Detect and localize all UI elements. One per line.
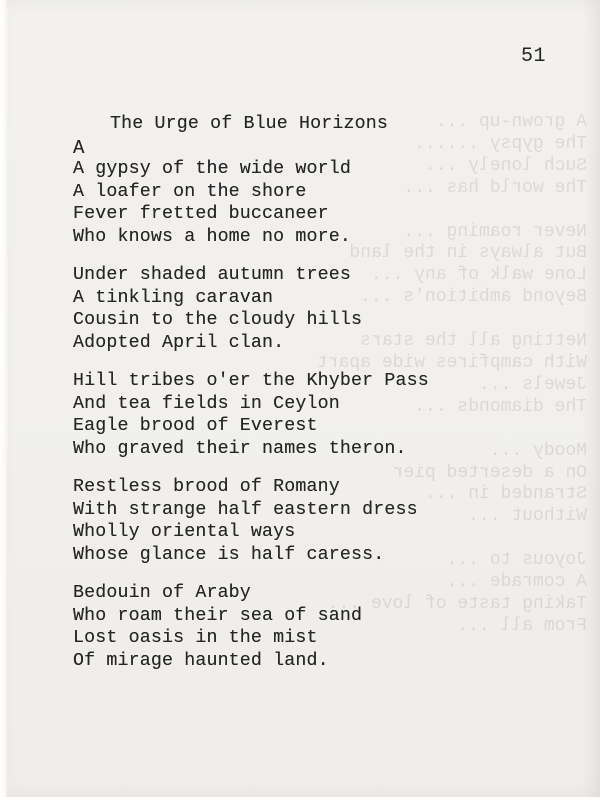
- poem-line: Bedouin of Araby: [73, 583, 251, 603]
- stanza-1: [73, 158, 503, 248]
- reverse-side-show-through: grown-up ... The gypsy ...... Such lonely ... The world has ... Never roaming ... But always in the land Lone walk of any ... Beyond ambition's ... Netting all the stars With campfires wide apart Jewels ... The diamonds ... Moody ... On a deserted pier Stranded in ... Without ... Joyous to ... comrade ... Taking taste of love ... From all ...: [316, 112, 587, 636]
- stanza-2: [73, 264, 503, 354]
- stanza-3: [73, 370, 503, 460]
- poem-line: Restless brood of Romany: [73, 477, 340, 497]
- poem-line: A tinkling caravan: [73, 287, 274, 308]
- poem-line: Who graved their names theron.: [73, 438, 407, 459]
- poem-line: Adopted April clan.: [73, 332, 285, 353]
- poem-title: The Urge of Blue Horizons: [110, 114, 389, 134]
- poem-line: Under shaded autumn trees: [73, 265, 352, 285]
- poem-line: Of mirage haunted land.: [73, 650, 329, 671]
- poem-line: Fever fretted buccaneer: [73, 204, 329, 224]
- poem-line: And tea fields in Ceylon: [73, 393, 340, 414]
- poem-line: Eagle brood of Everest: [73, 416, 318, 436]
- poem-line: Who roam their sea of sand: [73, 605, 363, 626]
- poem-line: A loafer on the shore: [73, 181, 307, 202]
- poem-line: Whose glance is half caress.: [73, 544, 385, 565]
- poem-line: Cousin to the cloudy hills: [73, 310, 363, 330]
- poem: [73, 110, 503, 672]
- page-number: 51: [520, 45, 546, 68]
- poem-line: With strange half eastern dress: [73, 499, 418, 520]
- page-right-shade: [582, 0, 600, 797]
- poem-line: Hill tribes o'er the Khyber Pass: [73, 371, 429, 391]
- page-left-edge: [0, 0, 8, 797]
- poem-line: A gypsy of the wide world: [73, 159, 352, 179]
- poem-line: Who knows a home no more.: [73, 226, 352, 247]
- poem-line: Wholly oriental ways: [73, 522, 296, 542]
- handwritten-mark: A: [73, 137, 85, 159]
- stanza-5: [73, 582, 503, 672]
- poem-line: Lost oasis in the mist: [73, 628, 318, 648]
- stanza-4: [73, 476, 503, 566]
